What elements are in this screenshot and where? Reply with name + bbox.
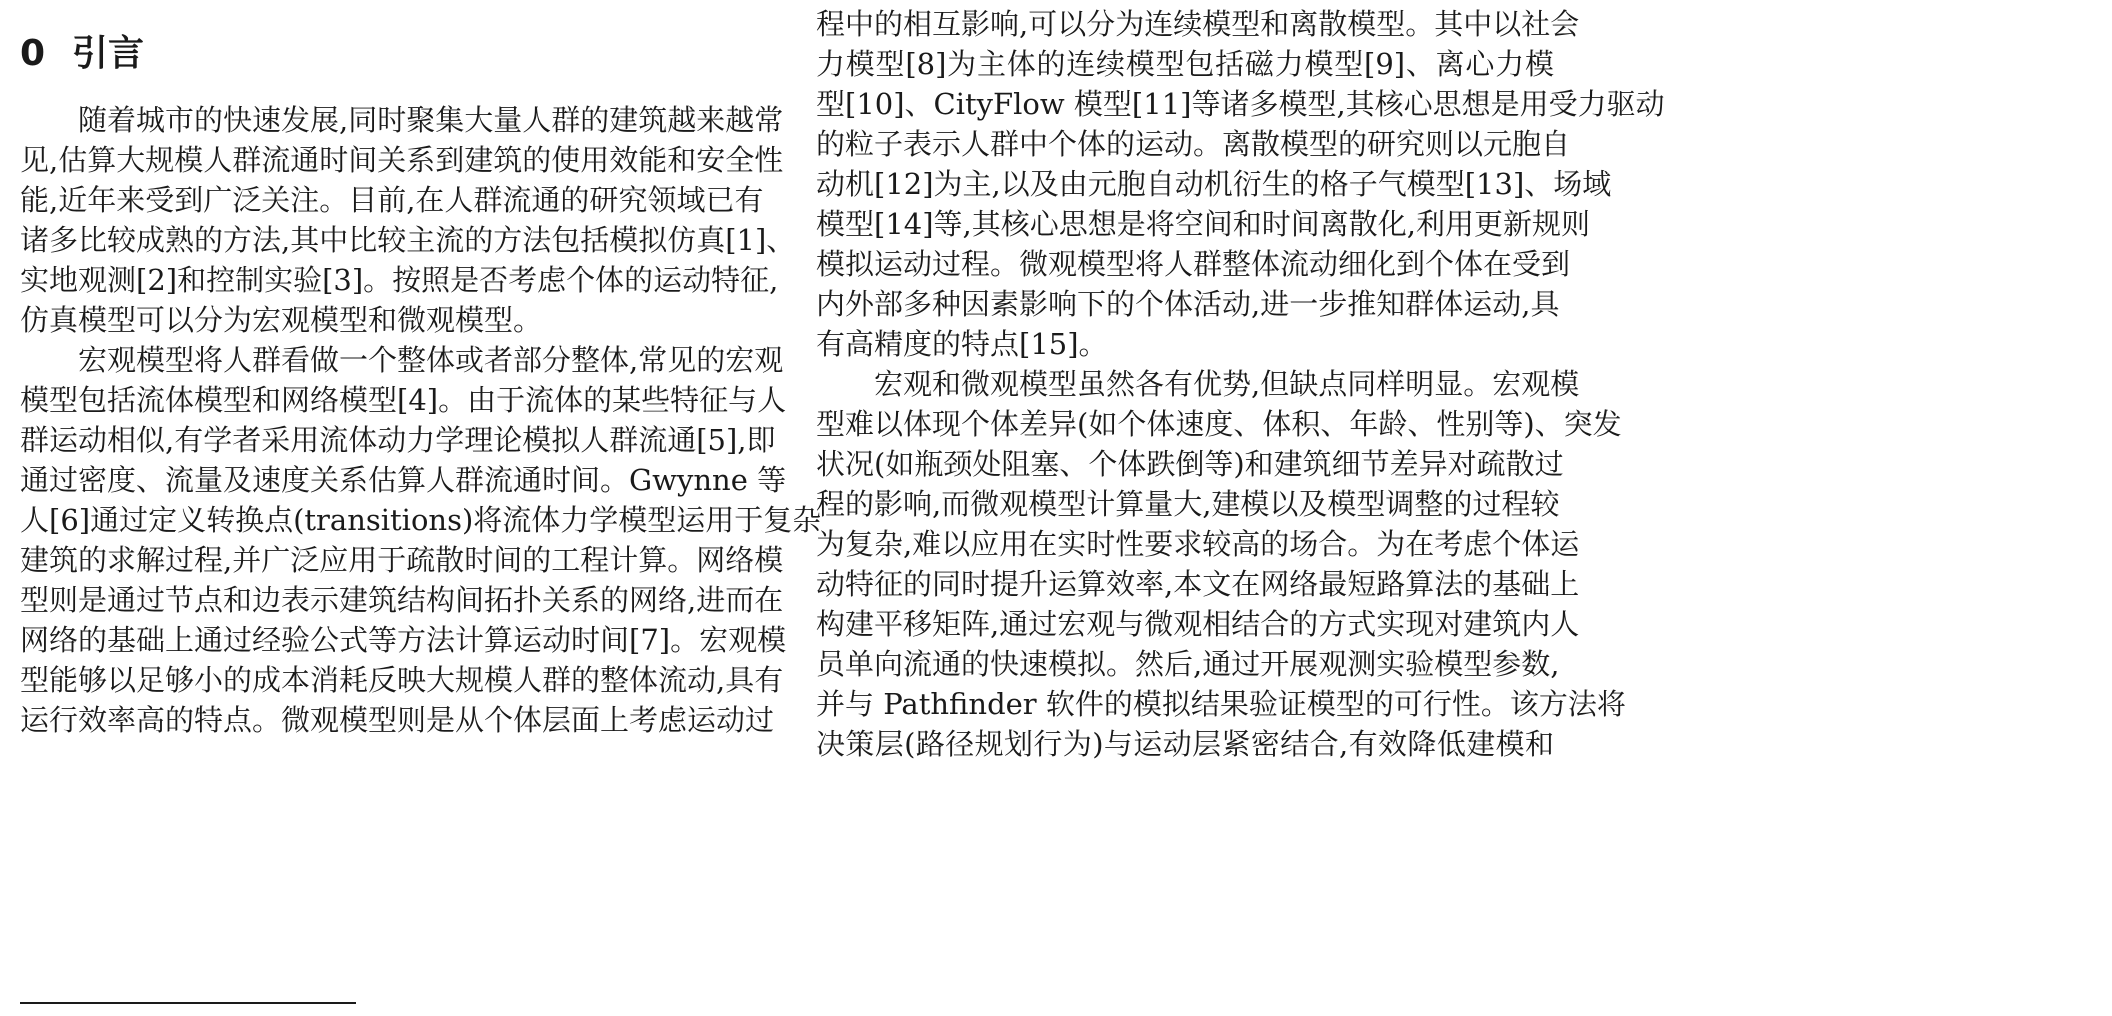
text-line: 的粒子表示人群中个体的运动。离散模型的研究则以元胞自 (816, 127, 1571, 161)
text-line: 能,近年来受到广泛关注。目前,在人群流通的研究领域已有 (20, 183, 764, 217)
section-heading (20, 30, 144, 78)
text-line: 力模型[8]为主体的连续模型包括磁力模型[9]、离心力模 (816, 47, 1554, 81)
text-line: 型能够以足够小的成本消耗反映大规模人群的整体流动,具有 (20, 663, 784, 697)
text-line: 状况(如瓶颈处阻塞、个体跌倒等)和建筑细节差异对疏散过 (816, 447, 1564, 481)
text-line: 实地观测[2]和控制实验[3]。按照是否考虑个体的运动特征, (20, 263, 779, 297)
text-line: 通过密度、流量及速度关系估算人群流通时间。Gwynne 等 (20, 463, 787, 497)
text-line: 模拟运动过程。微观模型将人群整体流动细化到个体在受到 (816, 247, 1571, 281)
text-line: 群运动相似,有学者采用流体动力学理论模拟人群流通[5],即 (20, 423, 776, 457)
text-line: 型[10]、CityFlow 模型[11]等诸多模型,其核心思想是用受力驱动 (816, 87, 1665, 121)
text-line: 构建平移矩阵,通过宏观与微观相结合的方式实现对建筑内人 (816, 607, 1580, 641)
text-line: 动特征的同时提升运算效率,本文在网络最短路算法的基础上 (816, 567, 1580, 601)
text-line: 型难以体现个体差异(如个体速度、体积、年龄、性别等)、突发 (816, 407, 1622, 441)
text-line: 诸多比较成熟的方法,其中比较主流的方法包括模拟仿真[1]、 (20, 223, 796, 257)
text-line: 随着城市的快速发展,同时聚集大量人群的建筑越来越常 (78, 103, 784, 137)
section-title: 引言 (72, 33, 145, 74)
text-line: 宏观模型将人群看做一个整体或者部分整体,常见的宏观 (78, 343, 784, 377)
text-line: 人[6]通过定义转换点(transitions)将流体力学模型运用于复杂 (20, 503, 822, 537)
text-line: 决策层(路径规划行为)与运动层紧密结合,有效降低建模和 (816, 727, 1554, 761)
text-line: 内外部多种因素影响下的个体活动,进一步推知群体运动,具 (816, 287, 1560, 321)
text-line: 程的影响,而微观模型计算量大,建模以及模型调整的过程较 (816, 487, 1560, 521)
text-line: 有高精度的特点[15]。 (816, 327, 1108, 361)
text-line: 网络的基础上通过经验公式等方法计算运动时间[7]。宏观模 (20, 623, 787, 657)
text-line: 型则是通过节点和边表示建筑结构间拓扑关系的网络,进而在 (20, 583, 784, 617)
text-line: 并与 Pathfinder 软件的模拟结果验证模型的可行性。该方法将 (816, 687, 1626, 721)
text-line: 见,估算大规模人群流通时间关系到建筑的使用效能和安全性 (20, 143, 784, 177)
text-line: 动机[12]为主,以及由元胞自动机衍生的格子气模型[13]、场域 (816, 167, 1612, 201)
text-line: 程中的相互影响,可以分为连续模型和离散模型。其中以社会 (816, 7, 1580, 41)
text-line: 建筑的求解过程,并广泛应用于疏散时间的工程计算。网络模 (20, 543, 784, 577)
text-line: 运行效率高的特点。微观模型则是从个体层面上考虑运动过 (20, 703, 775, 737)
text-line: 模型[14]等,其核心思想是将空间和时间离散化,利用更新规则 (816, 207, 1590, 241)
text-line: 宏观和微观模型虽然各有优势,但缺点同样明显。宏观模 (874, 367, 1580, 401)
text-line: 为复杂,难以应用在实时性要求较高的场合。为在考虑个体运 (816, 527, 1580, 561)
section-number: 0 (20, 33, 46, 74)
text-line: 仿真模型可以分为宏观模型和微观模型。 (20, 303, 543, 337)
text-line: 员单向流通的快速模拟。然后,通过开展观测实验模型参数, (816, 647, 1560, 681)
text-line: 模型包括流体模型和网络模型[4]。由于流体的某些特征与人 (20, 383, 787, 417)
footnote-divider (20, 1002, 356, 1004)
